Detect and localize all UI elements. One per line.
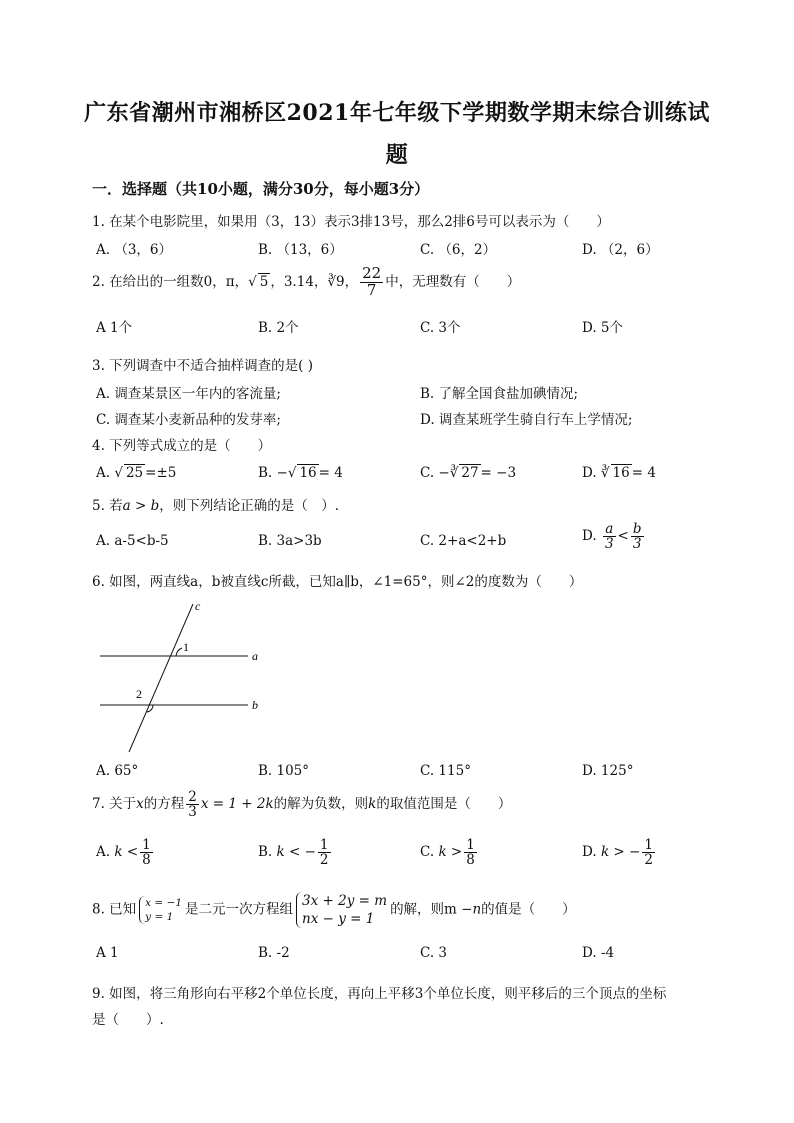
q1-option-d[interactable]: D. （2，6） xyxy=(582,242,659,258)
q7-c-den: 8 xyxy=(466,852,475,869)
q8-equation-system xyxy=(296,892,387,928)
q4-d-rhs: = 4 xyxy=(631,465,656,481)
q7-option-b[interactable] xyxy=(258,838,333,867)
q5-d-frac2 xyxy=(631,522,644,551)
q5-d-op: < xyxy=(617,528,629,545)
q1-option-a[interactable]: A. （3，6） xyxy=(96,242,173,258)
label-b: b xyxy=(252,698,258,712)
q2-option-c[interactable]: C. 3个 xyxy=(420,320,461,336)
q5-stem-post: ，则下列结论正确的是（ ）. xyxy=(159,498,340,514)
q8-solution-system xyxy=(139,896,182,924)
q4-a-label: A. xyxy=(96,465,111,481)
q4-c-radicand: 27 xyxy=(461,465,479,481)
q7-c-label: C. xyxy=(420,844,435,861)
page-title-line2: 题 xyxy=(385,142,409,168)
q2-stem-pre: 2. 在给出的一组数0，π， xyxy=(92,273,249,290)
q4-option-d[interactable] xyxy=(582,464,656,481)
angle-1-arc xyxy=(176,648,182,656)
q5-option-b[interactable]: B. 3a>3b xyxy=(258,533,322,549)
sqrt-icon: √ xyxy=(287,465,297,481)
q5-d-frac1 xyxy=(603,522,616,551)
q7-d-num: 1 xyxy=(644,837,653,853)
q2-frac-num: 22 xyxy=(362,264,382,282)
q6-option-d[interactable]: D. 125° xyxy=(582,763,634,779)
section-heading: 一．选择题（共10小题，满分30分，每小题3分） xyxy=(92,180,430,198)
q5-option-d[interactable] xyxy=(582,522,646,551)
q5-option-c[interactable]: C. 2+a<2+b xyxy=(420,533,507,549)
q7-stem-tail: 的取值范围是（ ） xyxy=(376,796,512,813)
q5-stem xyxy=(92,494,339,514)
q6-option-b[interactable]: B. 105° xyxy=(258,763,310,779)
parallel-lines-diagram xyxy=(96,596,276,756)
q2-option-a[interactable]: A 1个 xyxy=(96,320,133,336)
q4-d-label: D. ∛ xyxy=(582,465,610,481)
q5-d-label: D. xyxy=(582,528,597,545)
q7-a-frac xyxy=(140,838,153,867)
q7-d-label: D. xyxy=(582,844,597,861)
q7-stem-post: 的解为负数，则 xyxy=(273,796,369,813)
q2-option-b[interactable]: B. 2个 xyxy=(258,320,299,336)
q8-stem-post: 的解，则m − xyxy=(390,901,473,918)
q1-stem: 1. 在某个电影院里，如果用（3，13）表示3排13号，那么2排6号可以表示为（ ） xyxy=(92,214,610,230)
q7-b-frac xyxy=(318,838,331,867)
q8-solution-y: y = 1 xyxy=(145,911,174,924)
q6-option-c[interactable]: C. 115° xyxy=(420,763,471,779)
q7-stem xyxy=(92,790,511,819)
q4-b-label: B. − xyxy=(258,465,288,481)
q5-d-frac2-num: b xyxy=(632,521,642,537)
q8-stem xyxy=(92,892,576,928)
q9-stem-line1: 9. 如图，将三角形向右平移2个单位长度，再向上平移3个单位长度，则平移后的三个顶点的坐标 xyxy=(92,986,667,1002)
q3-option-b[interactable]: B. 了解全国食盐加碘情况; xyxy=(420,386,579,402)
q8-equation-2: nx − y = 1 xyxy=(302,911,375,928)
q5-d-frac1-den: 3 xyxy=(604,536,614,553)
q3-option-c[interactable]: C. 调查某小麦新品种的发芽率; xyxy=(96,412,281,428)
q8-option-d[interactable]: D. -4 xyxy=(582,945,615,961)
q5-option-a[interactable]: A. a-5<b-5 xyxy=(96,533,169,549)
q7-a-rel: k < xyxy=(114,844,139,861)
q4-option-b[interactable] xyxy=(258,464,343,481)
q8-stem-tail: 的值是（ ） xyxy=(481,901,576,918)
q2-option-d[interactable]: D. 5个 xyxy=(582,320,624,336)
q2-stem-post: 中，无理数有（ ） xyxy=(385,273,521,290)
q7-d-rel: k > − xyxy=(600,844,641,861)
q5-d-frac2-den: 3 xyxy=(632,536,642,553)
q2-stem-mid: ，3.14， xyxy=(270,273,328,290)
label-angle-2: 2 xyxy=(136,687,142,701)
q2-frac-den: 7 xyxy=(366,280,377,299)
q4-d-radicand: 16 xyxy=(612,465,630,481)
q5-d-frac1-num: a xyxy=(603,522,616,537)
q8-option-b[interactable]: B. -2 xyxy=(258,945,290,961)
q6-option-a[interactable]: A. 65° xyxy=(96,763,139,779)
q3-stem: 3. 下列调查中不适合抽样调查的是( ) xyxy=(92,358,313,374)
q7-stem-pre: 7. 关于 xyxy=(92,796,137,813)
q7-option-a[interactable] xyxy=(96,838,155,867)
q5-condition: a > b xyxy=(122,498,160,514)
q7-option-c[interactable] xyxy=(420,838,479,867)
q7-a-num: 1 xyxy=(142,837,151,853)
q4-stem: 4. 下列等式成立的是（ ） xyxy=(92,438,272,454)
q7-frac-num: 2 xyxy=(188,789,197,805)
label-a: a xyxy=(252,649,258,663)
q2-fraction xyxy=(360,266,383,299)
q6-stem: 6. 如图，两直线a，b被直线c所截，已知a∥b，∠1=65°，则∠2的度数为（ ） xyxy=(92,574,583,590)
q7-c-rel: k > xyxy=(438,844,463,861)
q7-a-den: 8 xyxy=(142,852,151,869)
q7-c-frac xyxy=(464,838,477,867)
q7-frac-den: 3 xyxy=(188,804,197,821)
q8-option-a[interactable]: A 1 xyxy=(96,945,119,961)
q1-option-b[interactable]: B. （13，6） xyxy=(258,242,343,258)
q4-option-c[interactable] xyxy=(420,464,516,481)
q7-stem-mid: 的方程 xyxy=(143,796,185,813)
q7-b-den: 2 xyxy=(319,852,329,869)
page-title-line1: 广东省潮州市湘桥区2021年七年级下学期数学期末综合训练试 xyxy=(84,100,710,126)
q7-a-label: A. xyxy=(96,844,111,861)
q4-c-rhs: = −3 xyxy=(480,465,517,481)
label-angle-1: 1 xyxy=(183,640,189,654)
q8-stem-mid: 是二元一次方程组 xyxy=(185,901,294,918)
q4-c-label: C. −∛ xyxy=(420,465,459,481)
q7-b-num: 1 xyxy=(319,837,329,853)
q8-option-c[interactable]: C. 3 xyxy=(420,945,448,961)
q7-b-label: B. xyxy=(258,844,273,861)
q7-var-k: k xyxy=(368,796,377,813)
q4-b-rhs: = 4 xyxy=(318,465,343,481)
q7-d-den: 2 xyxy=(644,852,653,869)
q8-stem-pre: 8. 已知 xyxy=(92,901,137,918)
q2-radicand-5: 5 xyxy=(259,273,269,290)
sqrt-icon: √ xyxy=(114,465,123,481)
q4-a-rhs: =±5 xyxy=(145,465,177,481)
q9-stem-line2: 是（ ）. xyxy=(92,1012,164,1028)
q4-a-radicand: 25 xyxy=(125,465,144,481)
q4-option-a[interactable] xyxy=(96,464,176,481)
q3-option-a[interactable]: A. 调查某景区一年内的客流量; xyxy=(96,386,281,402)
q1-option-c[interactable]: C. （6，2） xyxy=(420,242,497,258)
q7-fraction xyxy=(186,790,199,819)
q7-b-rel: k < − xyxy=(276,844,316,861)
line-c xyxy=(129,604,193,752)
q7-c-num: 1 xyxy=(466,837,475,853)
q2-stem: 2. 在给出的一组数0，π，√ 5 ，3.14，∛9， $\frac{22}{7}$ 中，无理数有（ ） xyxy=(92,264,521,299)
q7-option-d[interactable] xyxy=(582,838,657,867)
q7-var-x: x xyxy=(136,796,144,813)
q5-stem-pre: 5. 若 xyxy=(92,498,123,514)
q4-b-radicand: 16 xyxy=(299,465,317,481)
q8-equation-1: 3x + 2y = m xyxy=(302,893,388,909)
q8-solution-x: x = −1 xyxy=(145,897,183,910)
sqrt-icon: √ xyxy=(248,273,257,290)
q2-cube-root: ∛9 xyxy=(327,273,345,290)
q7-equation: x = 1 + 2k xyxy=(200,796,274,813)
q8-var-n: n xyxy=(472,901,482,918)
q7-d-frac xyxy=(642,838,655,867)
label-c: c xyxy=(195,599,201,613)
q3-option-d[interactable]: D. 调查某班学生骑自行车上学情况; xyxy=(420,412,633,428)
